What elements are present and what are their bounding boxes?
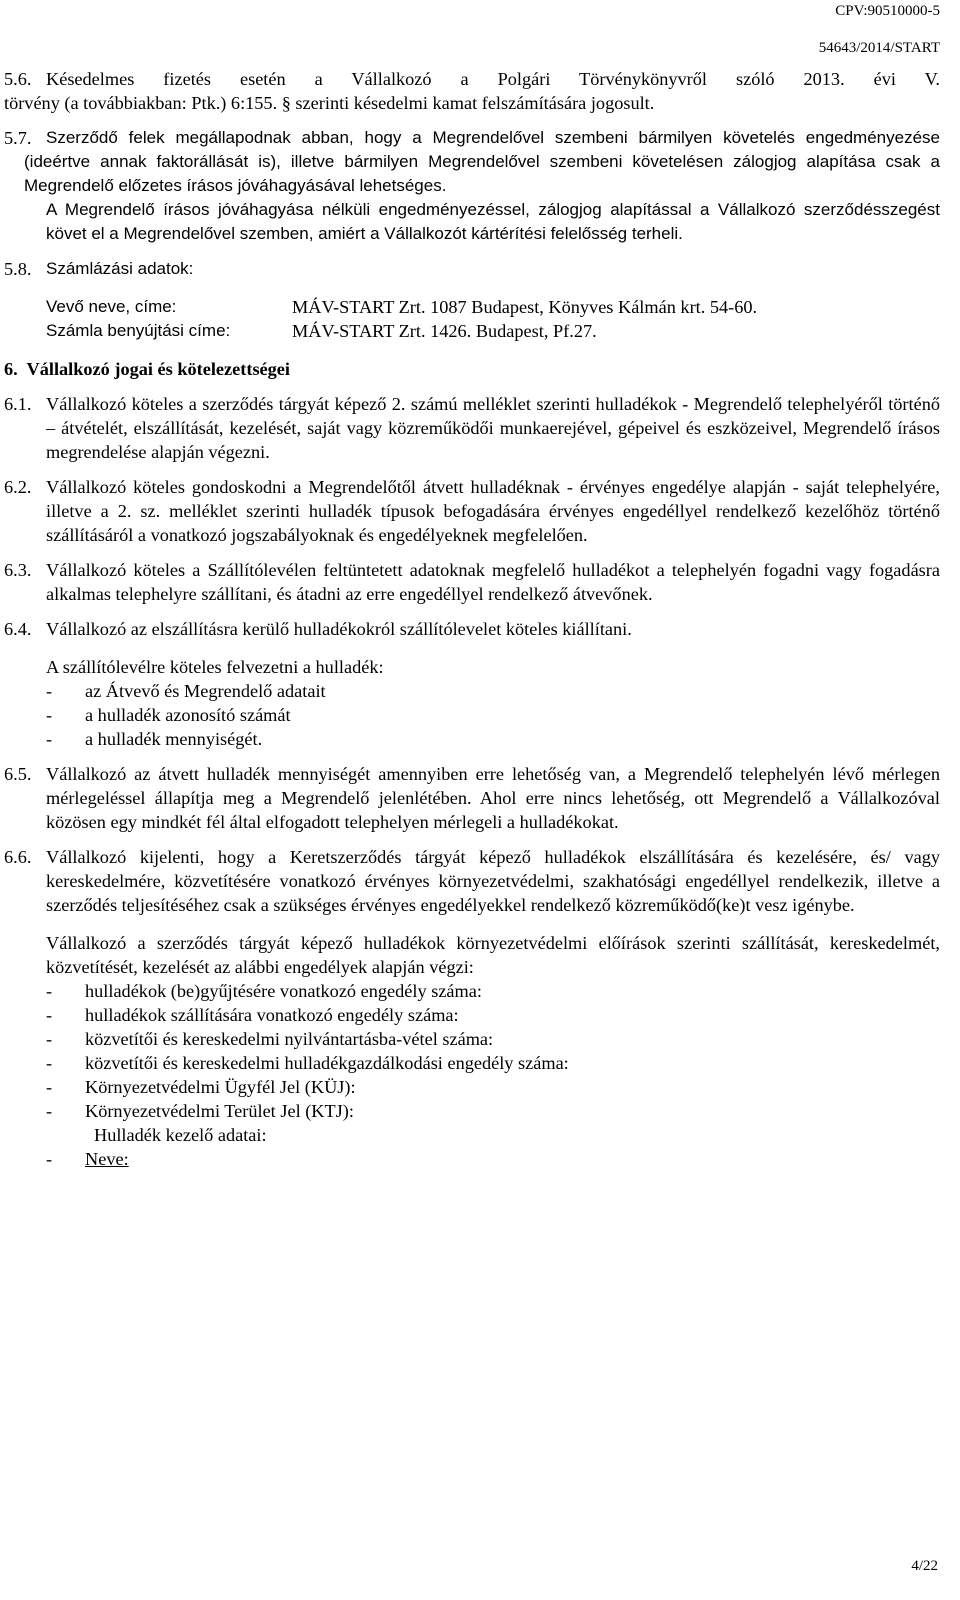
- list-item: - közvetítői és kereskedelmi nyilvántartásba-vétel száma:: [46, 1029, 494, 1049]
- section-5-8: [4, 257, 940, 281]
- section-6-4: [4, 617, 940, 641]
- section-number: 6.1.: [4, 394, 32, 414]
- section-6-2: [4, 475, 940, 547]
- page-number: 4/22: [911, 1558, 938, 1574]
- section-number: 5.7.: [4, 128, 32, 148]
- paragraph: Vállalkozó az elszállításra kerülő hulladékokról szállítólevelet köteles kiállítani.: [46, 619, 632, 639]
- list-item: - Neve:: [46, 1149, 129, 1169]
- paragraph-line: Késedelmes fizetés esetén a Vállalkozó a Polgári Törvénykönyvről szóló 2013. évi V.: [46, 69, 940, 89]
- invoice-address-value: MÁV-START Zrt. 1426. Budapest, Pf.27.: [292, 321, 597, 341]
- document-body: [4, 67, 940, 1171]
- section-number: 6.6.: [4, 847, 32, 867]
- section-6-3: [4, 558, 940, 606]
- section-5-7: [4, 126, 940, 246]
- section-5-6: [4, 67, 940, 115]
- billing-invoice-row: [46, 319, 940, 343]
- buyer-label: Vevő neve, címe:: [46, 297, 177, 316]
- section-number: 6.2.: [4, 477, 32, 497]
- paragraph: Vállalkozó köteles a szerződés tárgyát képező 2. számú melléklet szerinti hulladékok - Megrendelő telephelyéről történő – átvételét, elszállítását, kezelését, saját vagy közreműködői munkaerejével, gépeivel és eszközeivel, Megrendelő írásos megrendelése alapján végezni.: [46, 394, 940, 462]
- section-6-5: [4, 762, 940, 834]
- paragraph: Vállalkozó a szerződés tárgyát képező hulladékok környezetvédelmi előírások szerinti szállítását, kereskedelmét, közvetítését, kezelését az alábbi engedélyek alapján végzi:: [46, 933, 940, 977]
- section-number: 6.4.: [4, 619, 32, 639]
- list-item: - az Átvevő és Megrendelő adatait: [46, 681, 326, 701]
- document-reference: 54643/2014/START: [818, 40, 940, 56]
- list-item: - hulladékok szállítására vonatkozó engedély száma:: [46, 1005, 459, 1025]
- paragraph: Vállalkozó az átvett hulladék mennyiségét amennyiben erre lehetőség van, a Megrendelő telephelyén lévő mérlegen mérlegeléssel állapítja meg a Megrendelő jelenlétében. Ahol erre nincs lehetőség, ott Megrendelő a Vállalkozóval közösen egy mindkét fél által elfogadott telephelyen mérlegeli a hulladékokat.: [46, 764, 940, 832]
- list-item: - a hulladék mennyiségét.: [46, 729, 263, 749]
- paragraph: Vállalkozó köteles a Szállítólevélen feltüntetett adatoknak megfelelő hulladékot a telephelyén fogadni vagy fogadásra alkalmas telephelyre szállítani, és átadni az erre engedéllyel rendelkező átvevőnek.: [46, 560, 940, 604]
- section-6-6: [4, 845, 940, 917]
- list-intro: A szállítólevélre köteles felvezetni a hulladék:: [46, 657, 384, 677]
- invoice-address-label: Számla benyújtási címe:: [46, 321, 231, 340]
- handler-data-label: Hulladék kezelő adatai:: [94, 1125, 267, 1145]
- section-number: 5.8.: [4, 259, 32, 279]
- section-number: 6.3.: [4, 560, 32, 580]
- section-title: Számlázási adatok:: [46, 259, 194, 278]
- paragraph: Szerződő felek megállapodnak abban, hogy a Megrendelővel szembeni bármilyen követelés engedményezése (ideértve annak faktorállását is), illetve bármilyen Megrendelővel szembeni követelésen zálogjog alapítása csak a Megrendelő előzetes írásos jóváhagyásával lehetséges.: [24, 128, 940, 195]
- section-number: 5.6.: [4, 69, 32, 89]
- buyer-value: MÁV-START Zrt. 1087 Budapest, Könyves Kálmán krt. 54-60.: [292, 297, 758, 317]
- paragraph: Vállalkozó kijelenti, hogy a Keretszerződés tárgyát képező hulladékok elszállítására és kezelésére, és/ vagy kereskedelmére, közvetítésére vonatkozó érvényes környezetvédelmi, szakhatósági engedéllyel rendelkezik, illetve a szerződés teljesítéséhez csak a szükséges érvényes engedélyekkel rendelkező közreműködő(ke)t vesz igénybe.: [46, 847, 940, 915]
- list-item: - közvetítői és kereskedelmi hulladékgazdálkodási engedély száma:: [46, 1053, 569, 1073]
- cpv-code: CPV:90510000-5: [835, 3, 940, 19]
- paragraph: Vállalkozó köteles gondoskodni a Megrendelőtől átvett hulladéknak - érvényes engedélye alapján - saját telephelyére, illetve a 2. sz. melléklet szerinti hulladék típusok befogadására érvényes engedéllyel rendelkező kezelőhöz történő szállításáról a vonatkozó jogszabályoknak és engedélyeknek megfelelően.: [46, 477, 940, 545]
- paragraph: A Megrendelő írásos jóváhagyása nélküli engedményezéssel, zálogjog alapítással a Vállalkozó szerződésszegést követ el a Megrendelővel szemben, amiért a Vállalkozót kártérítési felelősség terheli.: [46, 200, 940, 243]
- section-6-1: [4, 392, 940, 464]
- list-item: - hulladékok (be)gyűjtésére vonatkozó engedély száma:: [46, 981, 482, 1001]
- list-item: - a hulladék azonosító számát: [46, 705, 291, 725]
- list-item: - Környezetvédelmi Ügyfél Jel (KÜJ):: [46, 1077, 356, 1097]
- section-heading-6: 6. Vállalkozó jogai és kötelezettségei: [4, 359, 291, 379]
- list-item: - Környezetvédelmi Terület Jel (KTJ):: [46, 1101, 354, 1121]
- section-number: 6.5.: [4, 764, 32, 784]
- paragraph-line: törvény (a továbbiakban: Ptk.) 6:155. § szerinti késedelmi kamat felszámítására jogosult.: [4, 93, 655, 113]
- billing-buyer-row: [46, 295, 940, 319]
